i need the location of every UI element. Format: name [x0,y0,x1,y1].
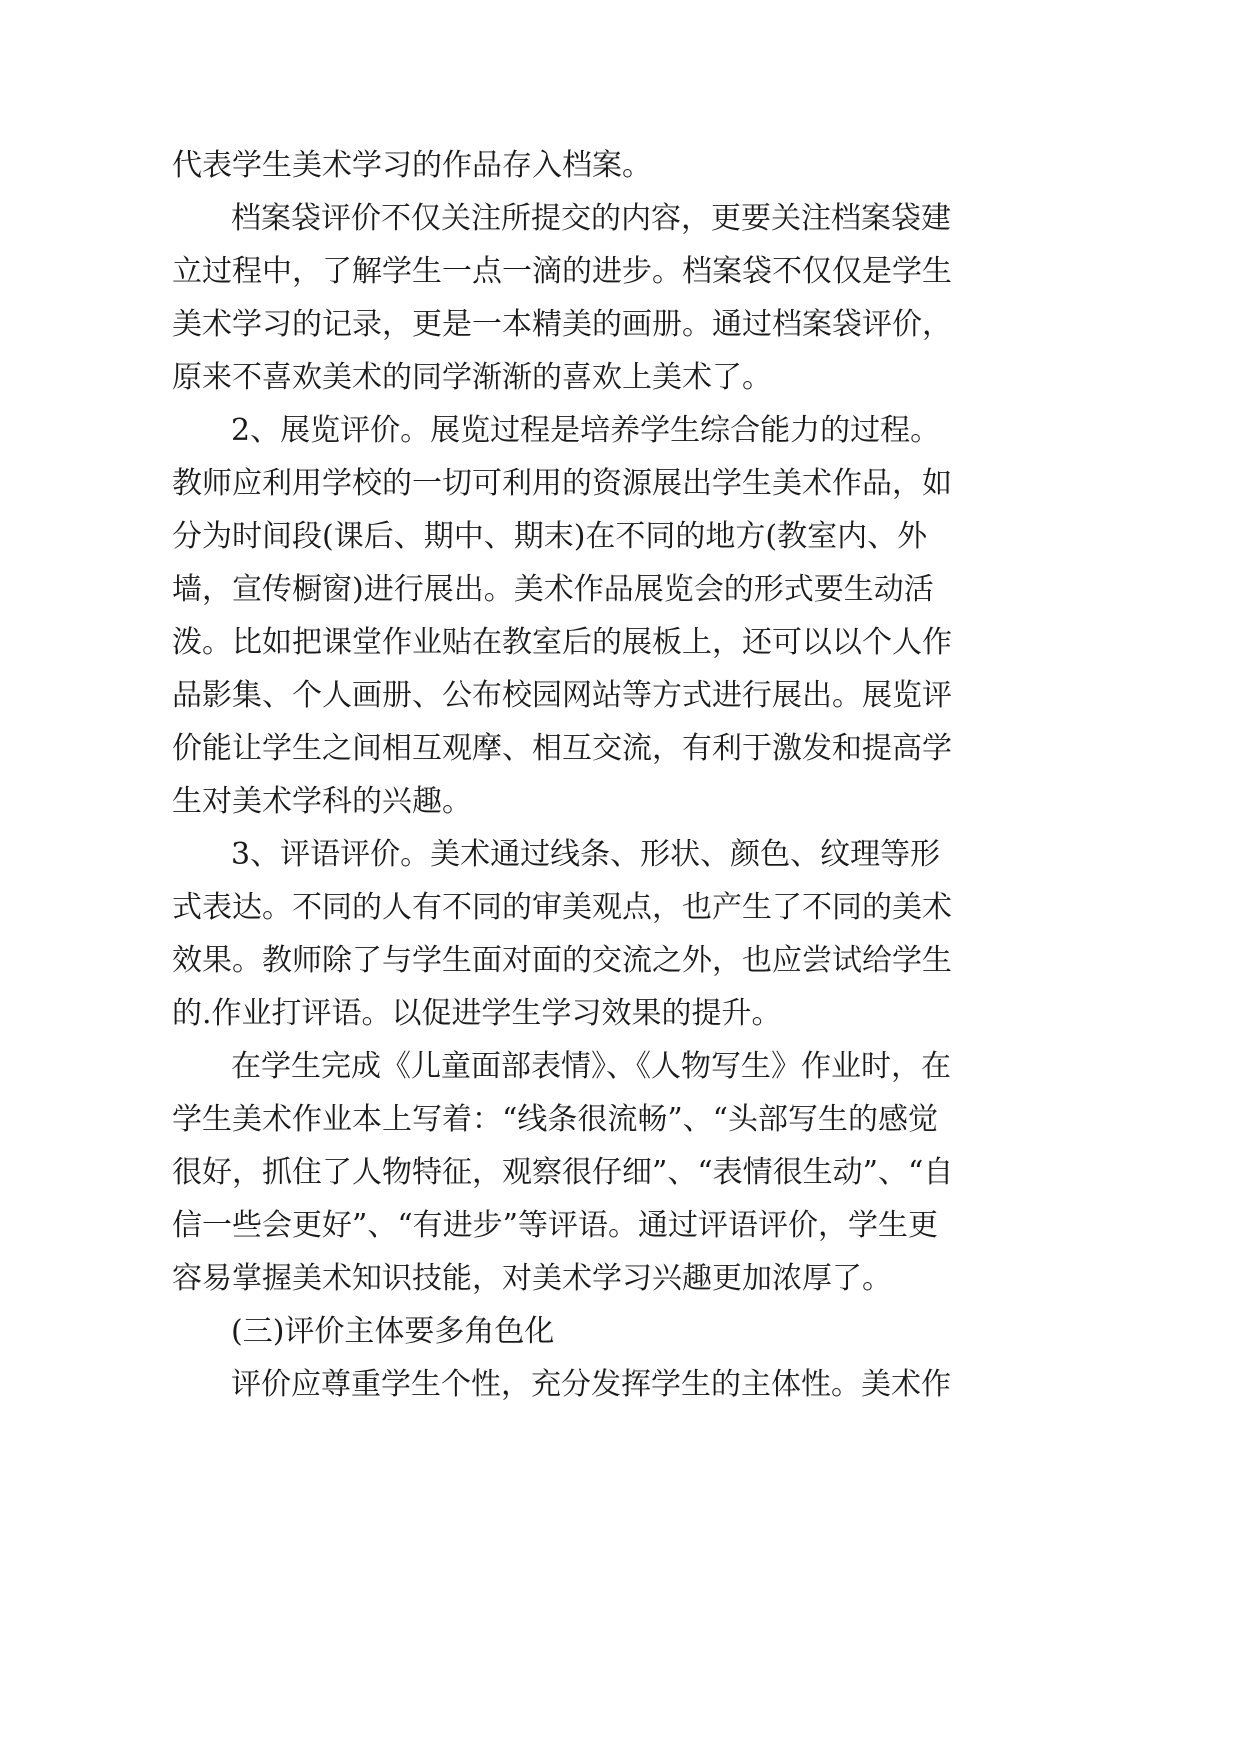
text-line: 生对美术学科的兴趣。 [172,784,472,819]
text-line: 泼。比如把课堂作业贴在教室后的展板上，还可以以个人作 [172,625,952,660]
text-line: 的.作业打评语。以促进学生学习效果的提升。 [172,996,782,1031]
text-line: 学生美术作业本上写着：“线条很流畅”、“头部写生的感觉 [172,1102,939,1137]
text-line: 分为时间段(课后、期中、期末)在不同的地方(教室内、外 [172,519,928,554]
text-line: 教师应利用学校的一切可利用的资源展出学生美术作品，如 [172,466,952,501]
text-line: 2、展览评价。展览过程是培养学生综合能力的过程。 [231,413,941,448]
text-line: 墙，宣传橱窗)进行展出。美术作品展览会的形式要生动活 [172,572,934,607]
text-line: 原来不喜欢美术的同学渐渐的喜欢上美术了。 [172,360,772,395]
text-line: 效果。教师除了与学生面对面的交流之外，也应尝试给学生 [172,943,952,978]
text-line: 品影集、个人画册、公布校园网站等方式进行展出。展览评 [172,678,952,713]
text-line: 在学生完成《儿童面部表情》、《人物写生》作业时，在 [231,1049,951,1084]
text-line: 美术学习的记录，更是一本精美的画册。通过档案袋评价， [172,307,952,342]
text-line: 档案袋评价不仅关注所提交的内容，更要关注档案袋建 [231,201,951,236]
text-line: 容易掌握美术知识技能，对美术学习兴趣更加浓厚了。 [172,1261,892,1296]
text-line: 3、评语评价。美术通过线条、形状、颜色、纹理等形 [231,837,941,872]
text-line: (三)评价主体要多角色化 [231,1314,555,1349]
text-line: 价能让学生之间相互观摩、相互交流，有利于激发和提高学 [172,731,952,766]
text-line: 立过程中，了解学生一点一滴的进步。档案袋不仅仅是学生 [172,254,952,289]
text-line: 信一些会更好”、“有进步”等评语。通过评语评价，学生更 [172,1208,939,1243]
text-line: 很好，抓住了人物特征，观察很仔细”、“表情很生动”、“自 [172,1155,954,1190]
text-line: 代表学生美术学习的作品存入档案。 [172,148,652,183]
text-line: 式表达。不同的人有不同的审美观点，也产生了不同的美术 [172,890,952,925]
text-line: 评价应尊重学生个性，充分发挥学生的主体性。美术作 [231,1367,951,1402]
